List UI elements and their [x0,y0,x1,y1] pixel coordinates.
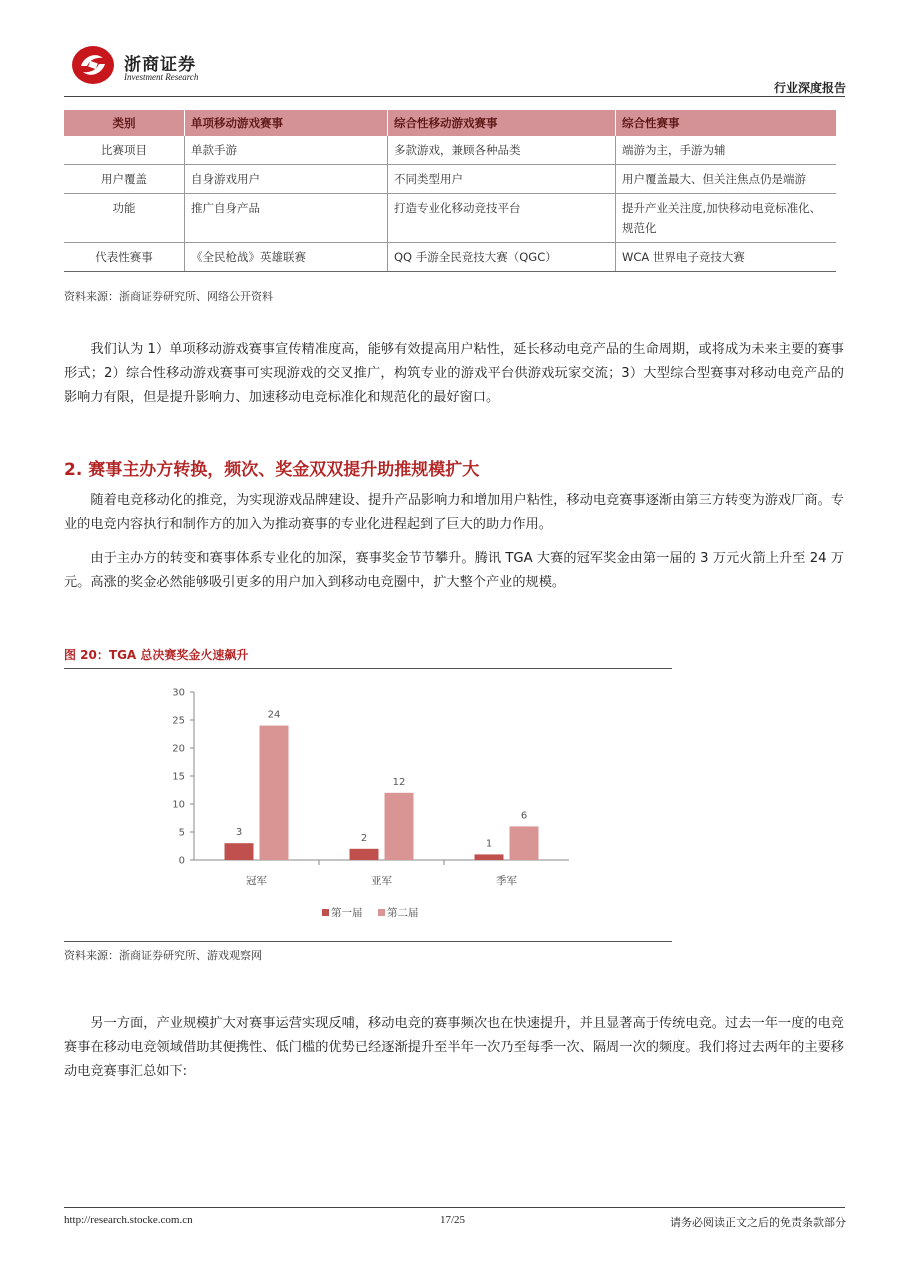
figure-source-note: 资料来源：浙商证券研究所、游戏观察网 [64,949,262,962]
table-cell: 用户覆盖最大、但关注焦点仍是端游 [616,165,837,194]
bar-second-edition [510,826,539,860]
table-header-cell: 类别 [64,110,185,136]
table-header-cell: 综合性赛事 [616,110,837,136]
logo-company-name: 浙商证券 [124,55,196,75]
bar-first-edition [225,843,254,860]
body-paragraph: 另一方面，产业规模扩大对赛事运营实现反哺，移动电竞的赛事频次也在快速提升，并且显著高于传统电竞。过去一年一度的电竞赛事在移动电竞领域借助其便携性、低门槛的优势已经逐渐提升至半年一次乃至每季一次、隔周一次的频度。我们将过去两年的主要移动电竞赛事汇总如下: [64,1016,844,1079]
x-tick-label: 冠军 [246,875,267,887]
table-cell: 打造专业化移动竞技平台 [388,194,616,243]
table-cell: QQ 手游全民竞技大赛（QGC） [388,243,616,272]
footer-page-number: 17/25 [440,1214,466,1226]
table-cell: 单款手游 [185,136,388,165]
table-cell: 比赛项目 [64,136,185,165]
table-cell: 不同类型用户 [388,165,616,194]
bar-second-edition [385,793,414,860]
table-cell: 提升产业关注度,加快移动电竞标准化、规范化 [616,194,837,243]
bar-data-label: 6 [520,810,528,822]
table-cell: 《全民枪战》英雄联赛 [185,243,388,272]
y-tick-label: 20 [172,743,185,755]
body-paragraph: 我们认为 1）单项移动游戏赛事宣传精准度高，能够有效提高用户粘性，延长移动电竞产品的生命周期，或将成为未来主要的赛事形式；2）综合性移动游戏赛事可实现游戏的交叉推广，构筑专业的游戏平台供游戏玩家交流；3）大型综合型赛事对移动电竞产品的影响力有限，但是提升影响力、加速移动电竞标准化和规范化的最好窗口。 [64,342,844,405]
y-tick-label: 30 [172,687,185,699]
table-cell: 推广自身产品 [185,194,388,243]
table-source-note: 资料来源：浙商证券研究所、网络公开资料 [64,290,273,303]
body-paragraph: 随着电竞移动化的推竞，为实现游戏品牌建设、提升产品影响力和增加用户粘性，移动电竞赛事逐渐由第三方转变为游戏厂商。专业的电竞内容执行和制作方的加入为推动赛事的专业化进程起到了巨大的助力作用。 [64,493,844,532]
report-type-label: 行业深度报告 [773,81,846,95]
table-header-cell: 综合性移动游戏赛事 [388,110,616,136]
y-tick-label: 5 [178,827,185,839]
logo-tagline: Investment Research [124,72,199,82]
bar-data-label: 2 [360,832,368,844]
bar-first-edition [350,849,379,860]
bar-second-edition [260,726,289,860]
legend-swatch [322,909,329,916]
bar-data-label: 24 [267,709,281,721]
table-cell: 用户覆盖 [64,165,185,194]
footer-url-link[interactable]: http://research.stocke.com.cn [64,1214,193,1226]
table-cell: 代表性赛事 [64,243,185,272]
legend-label: 第一届 [331,907,363,919]
section-heading: 2. 赛事主办方转换，频次、奖金双双提升助推规模扩大 [64,460,480,480]
bar-first-edition [475,854,504,860]
figure-top-rule [64,668,672,669]
comparison-table [64,110,836,272]
chart-bars [225,710,539,860]
y-tick-label: 25 [172,715,185,727]
table-row [64,243,836,272]
table-cell: 多款游戏，兼顾各种品类 [388,136,616,165]
chart-legend [322,906,419,919]
prize-bar-chart [64,672,672,940]
company-logo-icon [70,44,116,86]
x-tick-label: 季军 [496,875,517,887]
legend-label: 第二届 [387,907,419,919]
bar-data-label: 1 [485,838,493,850]
figure-bottom-rule [64,941,672,942]
table-cell: 端游为主，手游为辅 [616,136,837,165]
legend-swatch [378,909,385,916]
x-tick-label: 亚军 [371,875,392,887]
table-row [64,194,836,243]
table-header-row [64,110,836,136]
table-cell: 功能 [64,194,185,243]
y-tick-label: 0 [178,855,185,867]
bar-data-label: 12 [392,776,406,788]
table-row [64,165,836,194]
bar-data-label: 3 [235,827,243,839]
table-row [64,136,836,165]
figure-title: 图 20：TGA 总决赛奖金火速飙升 [64,648,249,662]
y-tick-label: 10 [172,799,185,811]
footer-disclaimer: 请务必阅读正文之后的免责条款部分 [670,1216,846,1229]
header-divider [64,96,845,97]
table-header-cell: 单项移动游戏赛事 [185,110,388,136]
y-tick-label: 15 [172,771,185,783]
table-cell: 自身游戏用户 [185,165,388,194]
body-paragraph: 由于主办方的转变和赛事体系专业化的加深，赛事奖金节节攀升。腾讯 TGA 大赛的冠军奖金由第一届的 3 万元火箭上升至 24 万元。高涨的奖金必然能够吸引更多的用户加入到移动电竞圈中，扩大整个产业的规模。 [64,551,844,590]
footer-divider [64,1207,845,1208]
table-cell: WCA 世界电子竞技大赛 [616,243,837,272]
